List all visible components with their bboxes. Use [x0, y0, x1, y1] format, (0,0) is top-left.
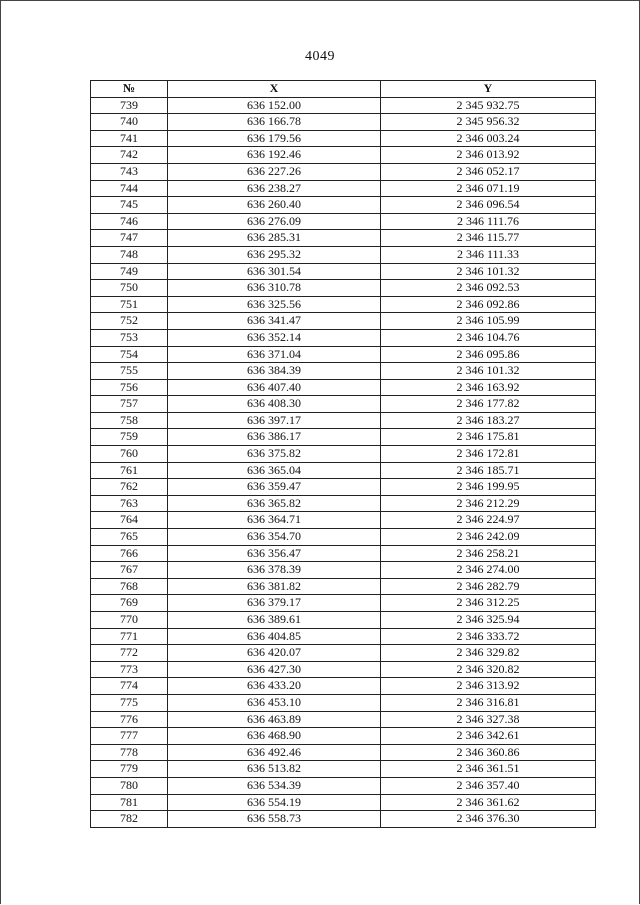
x-cell: 636 463.89 [168, 711, 381, 728]
x-cell: 636 371.04 [168, 346, 381, 363]
x-cell: 636 408.30 [168, 396, 381, 413]
y-cell: 2 346 052.17 [381, 163, 596, 180]
number-cell: 767 [91, 562, 168, 579]
number-cell: 759 [91, 429, 168, 446]
table-row [91, 180, 596, 197]
table-row [91, 612, 596, 629]
y-cell: 2 346 360.86 [381, 744, 596, 761]
table-row [91, 811, 596, 828]
x-cell: 636 354.70 [168, 529, 381, 546]
number-cell: 747 [91, 230, 168, 247]
x-cell: 636 407.40 [168, 379, 381, 396]
table-row [91, 744, 596, 761]
number-cell: 771 [91, 628, 168, 645]
number-cell: 744 [91, 180, 168, 197]
number-cell: 782 [91, 811, 168, 828]
number-cell: 781 [91, 794, 168, 811]
number-cell: 757 [91, 396, 168, 413]
y-cell: 2 346 329.82 [381, 645, 596, 662]
x-cell: 636 166.78 [168, 114, 381, 131]
table-row [91, 263, 596, 280]
table-header-row [91, 81, 596, 98]
y-cell: 2 346 325.94 [381, 612, 596, 629]
y-cell: 2 346 013.92 [381, 147, 596, 164]
table-row [91, 163, 596, 180]
column-header-y: Y [381, 81, 596, 98]
y-cell: 2 346 172.81 [381, 446, 596, 463]
number-cell: 772 [91, 645, 168, 662]
y-cell: 2 346 163.92 [381, 379, 596, 396]
x-cell: 636 192.46 [168, 147, 381, 164]
y-cell: 2 346 003.24 [381, 130, 596, 147]
table-body [91, 97, 596, 827]
column-header-x: X [168, 81, 381, 98]
x-cell: 636 397.17 [168, 412, 381, 429]
x-cell: 636 364.71 [168, 512, 381, 529]
x-cell: 636 365.04 [168, 462, 381, 479]
x-cell: 636 238.27 [168, 180, 381, 197]
number-cell: 765 [91, 529, 168, 546]
table-row [91, 396, 596, 413]
table-row [91, 346, 596, 363]
table-row [91, 529, 596, 546]
table-row [91, 694, 596, 711]
number-cell: 762 [91, 479, 168, 496]
number-cell: 761 [91, 462, 168, 479]
x-cell: 636 325.56 [168, 296, 381, 313]
x-cell: 636 227.26 [168, 163, 381, 180]
number-cell: 741 [91, 130, 168, 147]
x-cell: 636 558.73 [168, 811, 381, 828]
table-row [91, 645, 596, 662]
x-cell: 636 356.47 [168, 545, 381, 562]
table-row [91, 661, 596, 678]
y-cell: 2 346 111.76 [381, 213, 596, 230]
y-cell: 2 346 104.76 [381, 329, 596, 346]
number-cell: 766 [91, 545, 168, 562]
number-cell: 753 [91, 329, 168, 346]
number-cell: 768 [91, 578, 168, 595]
x-cell: 636 375.82 [168, 446, 381, 463]
x-cell: 636 554.19 [168, 794, 381, 811]
table-row [91, 761, 596, 778]
number-cell: 764 [91, 512, 168, 529]
y-cell: 2 346 212.29 [381, 495, 596, 512]
number-cell: 779 [91, 761, 168, 778]
y-cell: 2 346 313.92 [381, 678, 596, 695]
table-row [91, 379, 596, 396]
x-cell: 636 295.32 [168, 246, 381, 263]
table-row [91, 562, 596, 579]
y-cell: 2 346 175.81 [381, 429, 596, 446]
x-cell: 636 365.82 [168, 495, 381, 512]
x-cell: 636 301.54 [168, 263, 381, 280]
y-cell: 2 346 242.09 [381, 529, 596, 546]
y-cell: 2 346 111.33 [381, 246, 596, 263]
table-row [91, 446, 596, 463]
number-cell: 773 [91, 661, 168, 678]
table-row [91, 363, 596, 380]
x-cell: 636 513.82 [168, 761, 381, 778]
page-number: 4049 [305, 49, 335, 64]
x-cell: 636 152.00 [168, 97, 381, 114]
y-cell: 2 346 185.71 [381, 462, 596, 479]
table-row [91, 512, 596, 529]
number-cell: 739 [91, 97, 168, 114]
table-row [91, 280, 596, 297]
x-cell: 636 468.90 [168, 728, 381, 745]
number-cell: 769 [91, 595, 168, 612]
y-cell: 2 346 342.61 [381, 728, 596, 745]
x-cell: 636 384.39 [168, 363, 381, 380]
number-cell: 751 [91, 296, 168, 313]
y-cell: 2 346 115.77 [381, 230, 596, 247]
number-cell: 763 [91, 495, 168, 512]
table-row [91, 678, 596, 695]
x-cell: 636 260.40 [168, 197, 381, 214]
number-cell: 775 [91, 694, 168, 711]
number-cell: 752 [91, 313, 168, 330]
number-cell: 758 [91, 412, 168, 429]
column-header-number: № [91, 81, 168, 98]
number-cell: 770 [91, 612, 168, 629]
table-row [91, 545, 596, 562]
y-cell: 2 345 956.32 [381, 114, 596, 131]
x-cell: 636 404.85 [168, 628, 381, 645]
y-cell: 2 346 320.82 [381, 661, 596, 678]
y-cell: 2 346 376.30 [381, 811, 596, 828]
table-row [91, 711, 596, 728]
x-cell: 636 492.46 [168, 744, 381, 761]
x-cell: 636 381.82 [168, 578, 381, 595]
number-cell: 780 [91, 777, 168, 794]
table-row [91, 728, 596, 745]
x-cell: 636 359.47 [168, 479, 381, 496]
x-cell: 636 379.17 [168, 595, 381, 612]
x-cell: 636 341.47 [168, 313, 381, 330]
y-cell: 2 346 357.40 [381, 777, 596, 794]
y-cell: 2 346 183.27 [381, 412, 596, 429]
y-cell: 2 346 071.19 [381, 180, 596, 197]
y-cell: 2 346 105.99 [381, 313, 596, 330]
x-cell: 636 285.31 [168, 230, 381, 247]
y-cell: 2 346 224.97 [381, 512, 596, 529]
table-row [91, 578, 596, 595]
table-row [91, 130, 596, 147]
number-cell: 750 [91, 280, 168, 297]
y-cell: 2 345 932.75 [381, 97, 596, 114]
y-cell: 2 346 282.79 [381, 578, 596, 595]
y-cell: 2 346 101.32 [381, 263, 596, 280]
x-cell: 636 378.39 [168, 562, 381, 579]
table-row [91, 97, 596, 114]
y-cell: 2 346 361.51 [381, 761, 596, 778]
y-cell: 2 346 258.21 [381, 545, 596, 562]
number-cell: 754 [91, 346, 168, 363]
x-cell: 636 420.07 [168, 645, 381, 662]
y-cell: 2 346 361.62 [381, 794, 596, 811]
table-row [91, 495, 596, 512]
table-row [91, 412, 596, 429]
y-cell: 2 346 096.54 [381, 197, 596, 214]
y-cell: 2 346 327.38 [381, 711, 596, 728]
x-cell: 636 433.20 [168, 678, 381, 695]
y-cell: 2 346 101.32 [381, 363, 596, 380]
x-cell: 636 352.14 [168, 329, 381, 346]
number-cell: 743 [91, 163, 168, 180]
y-cell: 2 346 333.72 [381, 628, 596, 645]
table-row [91, 114, 596, 131]
y-cell: 2 346 316.81 [381, 694, 596, 711]
number-cell: 740 [91, 114, 168, 131]
x-cell: 636 386.17 [168, 429, 381, 446]
table-row [91, 462, 596, 479]
table-row [91, 230, 596, 247]
table-row [91, 595, 596, 612]
number-cell: 745 [91, 197, 168, 214]
number-cell: 749 [91, 263, 168, 280]
y-cell: 2 346 092.53 [381, 280, 596, 297]
table-row [91, 246, 596, 263]
y-cell: 2 346 092.86 [381, 296, 596, 313]
y-cell: 2 346 095.86 [381, 346, 596, 363]
y-cell: 2 346 274.00 [381, 562, 596, 579]
table-row [91, 313, 596, 330]
table-row [91, 213, 596, 230]
y-cell: 2 346 177.82 [381, 396, 596, 413]
table-row [91, 197, 596, 214]
number-cell: 776 [91, 711, 168, 728]
x-cell: 636 427.30 [168, 661, 381, 678]
y-cell: 2 346 312.25 [381, 595, 596, 612]
table-row [91, 479, 596, 496]
number-cell: 778 [91, 744, 168, 761]
x-cell: 636 534.39 [168, 777, 381, 794]
x-cell: 636 453.10 [168, 694, 381, 711]
x-cell: 636 276.09 [168, 213, 381, 230]
x-cell: 636 389.61 [168, 612, 381, 629]
table-row [91, 296, 596, 313]
y-cell: 2 346 199.95 [381, 479, 596, 496]
number-cell: 774 [91, 678, 168, 695]
x-cell: 636 310.78 [168, 280, 381, 297]
table-row [91, 794, 596, 811]
table-row [91, 329, 596, 346]
number-cell: 760 [91, 446, 168, 463]
table-row [91, 628, 596, 645]
number-cell: 777 [91, 728, 168, 745]
table-row [91, 147, 596, 164]
number-cell: 755 [91, 363, 168, 380]
number-cell: 756 [91, 379, 168, 396]
coordinates-table [90, 80, 596, 828]
number-cell: 742 [91, 147, 168, 164]
number-cell: 748 [91, 246, 168, 263]
table-row [91, 777, 596, 794]
table-row [91, 429, 596, 446]
x-cell: 636 179.56 [168, 130, 381, 147]
number-cell: 746 [91, 213, 168, 230]
